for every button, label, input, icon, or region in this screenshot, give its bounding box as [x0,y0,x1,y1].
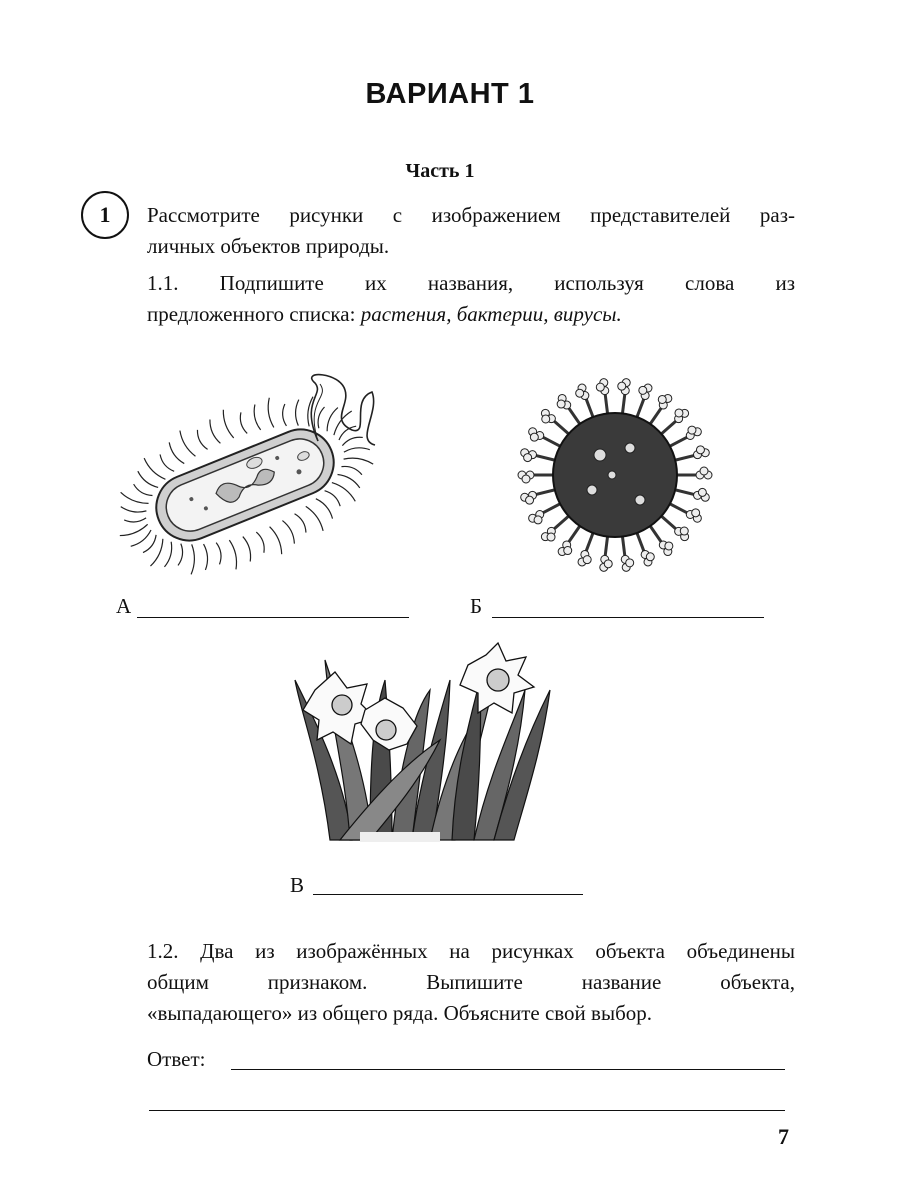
answer-line-2[interactable] [149,1110,785,1111]
question-1-2-line-3: «выпадающего» из общего ряда. Объясните свой выбор. [147,1001,653,1025]
question-1-2 [147,936,795,1029]
label-a: А [116,594,132,618]
task-intro-line-2: личных объектов природы. [147,234,390,258]
question-1-1-line-2-prefix: предложенного списка: [147,302,361,326]
task-number-badge: 1 [81,191,129,239]
question-1-2-line-1: 1.2. Два из изображённых на рисунках объекта объединены [147,939,795,963]
answer-line-1[interactable] [231,1069,785,1070]
question-1-1 [147,268,795,330]
task-intro-line-1: Рассмотрите рисунки с изображением представителей раз- [147,203,795,227]
question-1-1-line-2 [147,302,622,326]
answer-line-b[interactable] [492,617,764,618]
label-b: Б [470,594,483,618]
word-list: растения, бактерии, вирусы. [360,302,622,326]
answer-label: Ответ: [147,1047,206,1071]
page-title: ВАРИАНТ 1 [365,78,535,110]
answer-line-v[interactable] [313,894,583,895]
task-intro [147,200,795,262]
question-1-1-line-1: 1.1. Подпишите их названия, используя слова из [147,271,795,295]
answer-line-a[interactable] [137,617,409,618]
label-v: В [290,873,305,897]
part-heading: Часть 1 [405,160,475,182]
question-1-2-line-2: общим признаком. Выпишите название объекта, [147,970,795,994]
page-number: 7 [778,1124,789,1149]
